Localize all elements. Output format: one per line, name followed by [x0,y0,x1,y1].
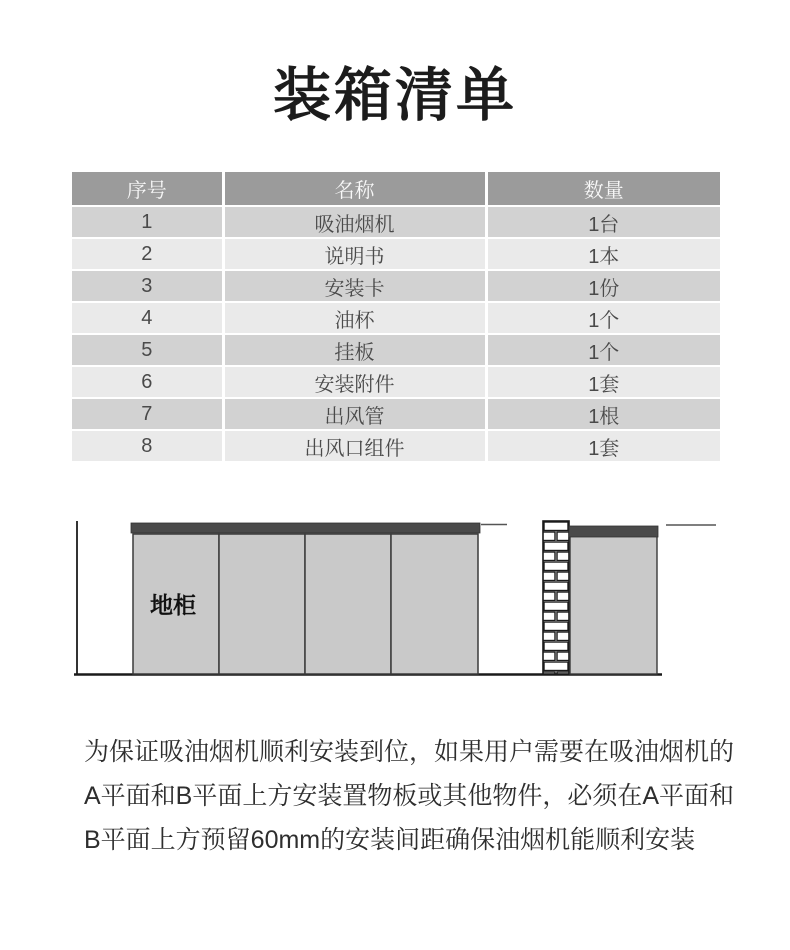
cell-qty: 1份 [486,270,720,302]
installation-note [84,730,735,862]
note-line: B平面上方预留60mm的安装间距确保油烟机能顺利安装 [84,826,696,854]
cell-qty: 1套 [486,430,720,461]
cabinet-panel [305,534,391,674]
cell-name: 出风口组件 [223,430,486,461]
cell-name: 安装附件 [223,366,486,398]
cell-serial: 8 [72,430,223,461]
packing-list-table [72,172,720,461]
table-row [72,270,720,302]
note-line: A平面和B平面上方安装置物板或其他物件，必须在A平面和 [84,782,735,810]
table-row [72,334,720,366]
cell-qty: 1个 [486,302,720,334]
cabinet-panel [391,534,478,674]
cell-serial: 6 [72,366,223,398]
table-header-row [72,172,720,206]
cell-serial: 2 [72,238,223,270]
wall-brick-column [543,521,569,674]
table-row [72,302,720,334]
cell-name: 挂板 [223,334,486,366]
cell-serial: 4 [72,302,223,334]
cabinet-label: 地柜 [150,592,196,618]
cabinet-panel [219,534,305,674]
cell-name: 出风管 [223,398,486,430]
cell-qty: 1套 [486,366,720,398]
cell-serial: 3 [72,270,223,302]
table-row [72,238,720,270]
countertop [131,523,480,533]
table-row [72,366,720,398]
cell-qty: 1根 [486,398,720,430]
header-quantity: 数量 [486,172,720,206]
cell-name: 说明书 [223,238,486,270]
table-row [72,430,720,461]
header-serial-number: 序号 [72,172,223,206]
note-line: 为保证吸油烟机顺利安装到位，如果用户需要在吸油烟机的 [84,738,735,766]
right-cabinet-body [570,527,657,674]
installation-diagram [0,500,790,700]
cell-name: 油杯 [223,302,486,334]
cell-serial: 5 [72,334,223,366]
right-cabinet [569,526,658,674]
header-item-name: 名称 [223,172,486,206]
cell-qty: 1个 [486,334,720,366]
cell-serial: 7 [72,398,223,430]
cell-serial: 1 [72,206,223,238]
cell-qty: 1本 [486,238,720,270]
right-cabinet-top [569,526,658,537]
cell-name: 安装卡 [223,270,486,302]
cell-qty: 1台 [486,206,720,238]
cell-name: 吸油烟机 [223,206,486,238]
table-row [72,206,720,238]
installation-diagram-svg [0,500,790,700]
floor-cabinet [133,534,478,674]
page-title: 装箱清单 [272,63,517,128]
table-row [72,398,720,430]
